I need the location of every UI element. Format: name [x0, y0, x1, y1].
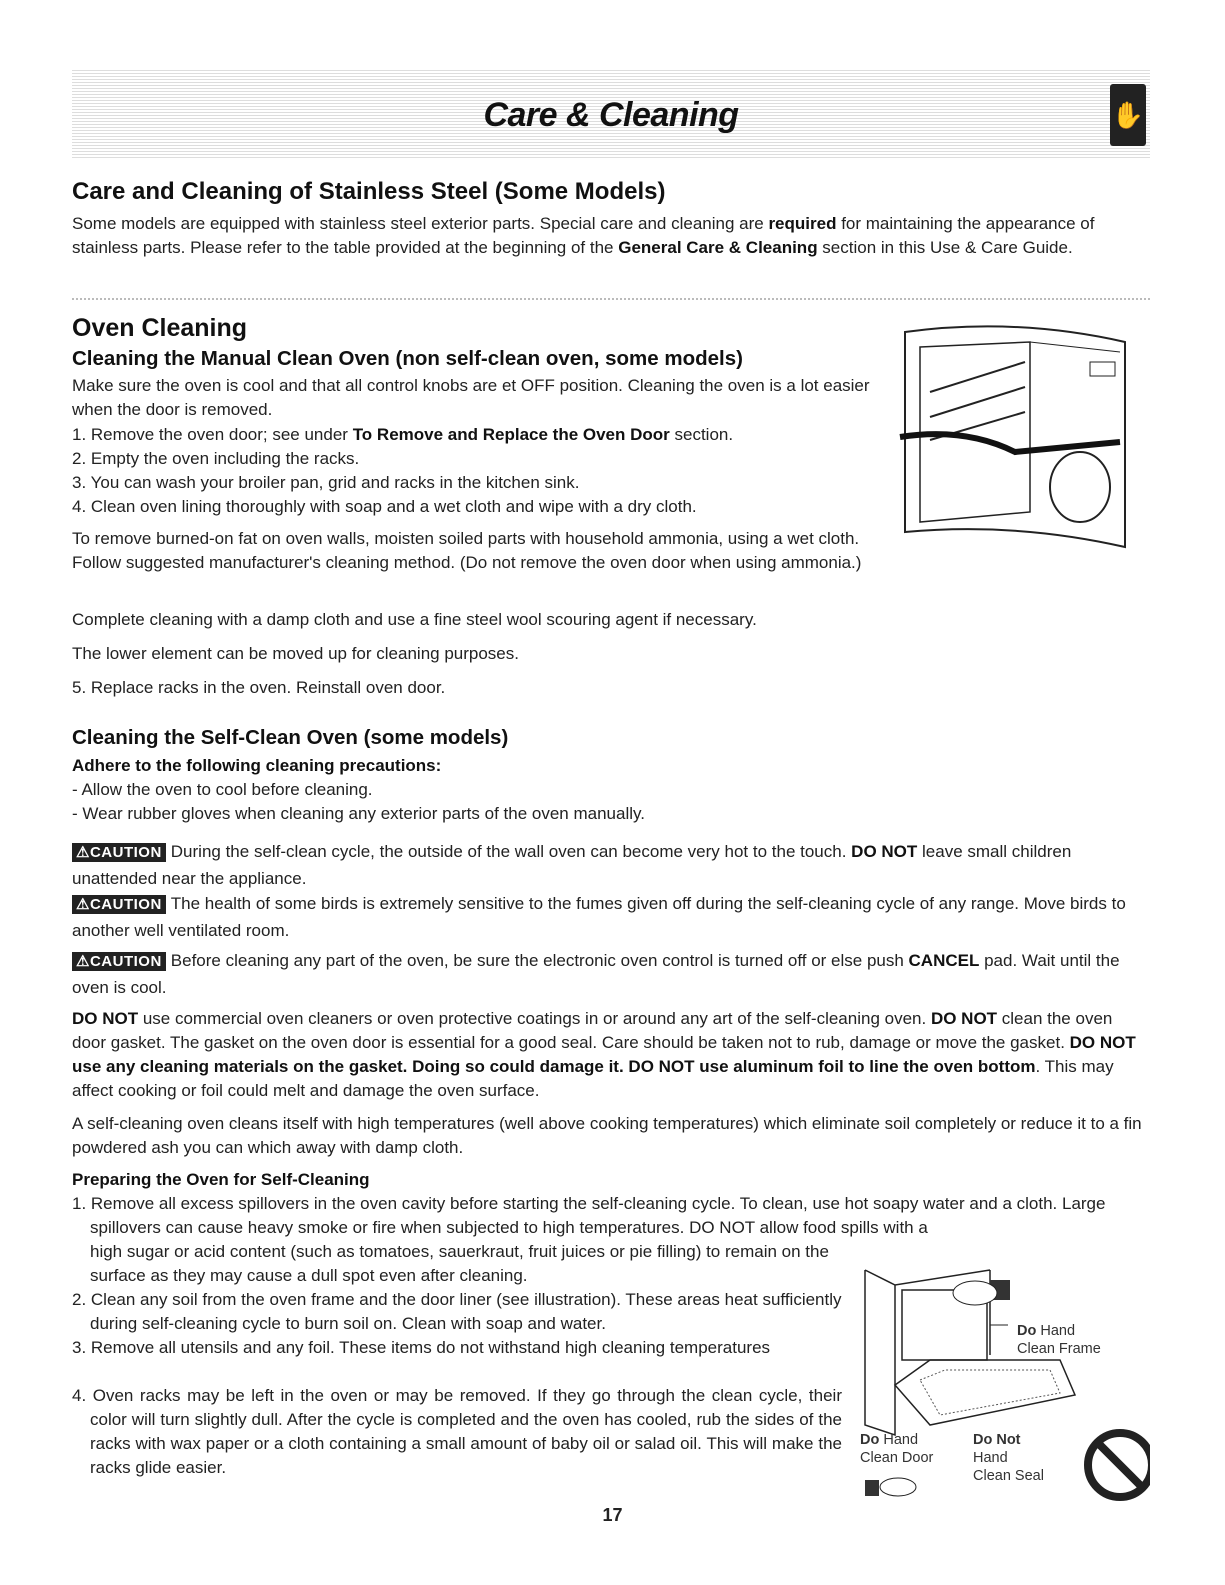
label-do-hand-clean-frame: Do Hand Clean Frame	[1017, 1323, 1101, 1357]
self-clean-paragraph	[72, 1112, 1150, 1160]
label-do-hand-clean-door: Do Hand Clean Door	[860, 1432, 934, 1466]
text-segment: The lower element can be moved up for cleaning purposes.	[72, 644, 519, 663]
text-segment: 5. Replace racks in the oven. Reinstall oven door.	[72, 678, 446, 697]
label-do-not-hand-clean-seal: Do Not Hand Clean Seal	[973, 1432, 1044, 1484]
text-segment: Make sure the oven is cool and that all control knobs are et OFF position. Cleaning the oven is a lot easier when the door is removed.	[72, 376, 870, 419]
text-segment: 2. Empty the oven including the racks.	[72, 449, 360, 468]
step-4	[72, 495, 877, 519]
prep-step-2	[72, 1288, 842, 1336]
text-segment: 1. Remove the oven door; see under	[72, 425, 353, 444]
stainless-heading: Care and Cleaning of Stainless Steel (Some Models)	[72, 178, 666, 205]
manual-steps	[72, 423, 877, 519]
section-title: Care & Cleaning	[483, 96, 739, 134]
bold-text: General Care & Cleaning	[618, 238, 818, 257]
bold-text: CANCEL	[908, 951, 980, 970]
text-segment: The health of some birds is extremely sensitive to the fumes given off during the self-cleaning cycle of any range. Move birds to another well ventilated room.	[72, 894, 1126, 940]
text-segment: To remove burned-on fat on oven walls, moisten soiled parts with household ammonia, using a wet cloth. Follow suggested manufacturer's cleaning method. (Do not remove the oven door when using ammonia.)	[72, 529, 862, 572]
oven-cleaning-heading: Oven Cleaning	[72, 314, 248, 342]
caution-2	[72, 890, 1150, 944]
text-segment: 4. Oven racks may be left in the oven or may be removed. If they go through the clean cycle, their color will turn slightly dull. After the cycle is completed and the oven has cooled, rub the sides of the racks with wax paper or a cloth containing a small amount of baby oil or salad oil. This will make the racks glide easier.	[72, 1386, 842, 1477]
prep-step-4	[72, 1384, 842, 1480]
text-segment: leave small children unattended near the appliance.	[72, 842, 1072, 888]
text-segment: 3. You can wash your broiler pan, grid and racks in the kitchen sink.	[72, 473, 580, 492]
step-3	[72, 471, 877, 495]
do-not-paragraph	[72, 1007, 1150, 1103]
text-segment: Some models are equipped with stainless steel exterior parts. Special care and cleaning are	[72, 214, 769, 233]
bold-text: DO NOT use any cleaning materials on the gasket. Doing so could damage it. DO NOT use aluminum foil to line the oven bottom	[72, 1033, 1136, 1076]
preparing-heading: Preparing the Oven for Self-Cleaning	[72, 1170, 370, 1189]
caution-1-text	[72, 842, 1071, 888]
prep-step-3	[72, 1336, 842, 1360]
text-segment: section.	[669, 425, 734, 444]
text-segment: Complete cleaning with a damp cloth and use a fine steel wool scouring agent if necessary.	[72, 610, 757, 629]
bold-text: DO NOT	[72, 1009, 139, 1028]
text-segment: A self-cleaning oven cleans itself with high temperatures (well above cooking temperatures) which eliminate soil completely or reduce it to a fin powdered ash you can which away with damp cloth.	[72, 1114, 1142, 1157]
precaution-2: - Wear rubber gloves when cleaning any exterior parts of the oven manually.	[72, 804, 645, 823]
caution-3-text	[72, 951, 1120, 997]
prep-step-1-cont	[72, 1240, 832, 1288]
precautions-heading: Adhere to the following cleaning precautions:	[72, 756, 442, 775]
bold-text: DO NOT	[851, 842, 918, 861]
self-clean-heading: Cleaning the Self-Clean Oven (some models)	[72, 726, 509, 749]
text-segment: Before cleaning any part of the oven, be sure the electronic oven control is turned off or else push	[170, 951, 909, 970]
text-segment: section in this Use & Care Guide.	[817, 238, 1073, 257]
step-1	[72, 423, 877, 447]
step-2	[72, 447, 877, 471]
text-segment: 1. Remove all excess spillovers in the oven cavity before starting the self-cleaning cycle. To clean, use hot soapy water and a cloth. Large spillovers can cause heavy smoke or fire when subjected to high temperatures. DO NOT allow food spills with a	[72, 1194, 1106, 1237]
caution-1	[72, 838, 1150, 892]
stainless-paragraph	[72, 212, 1150, 260]
caution-2-text	[72, 894, 1126, 940]
precaution-1: - Allow the oven to cool before cleaning.	[72, 780, 373, 799]
section-banner	[72, 70, 1150, 160]
oven-interior-illustration	[895, 322, 1135, 552]
divider	[72, 298, 1150, 300]
text-segment: 2. Clean any soil from the oven frame and the door liner (see illustration). These areas heat sufficiently during self-cleaning cycle to burn soil on. Clean with soap and water.	[72, 1290, 842, 1333]
text-segment: pad. Wait until the oven is cool.	[72, 951, 1120, 997]
caution-badge: ⚠CAUTION	[72, 843, 166, 862]
manual-clean-heading: Cleaning the Manual Clean Oven (non self-clean oven, some models)	[72, 347, 743, 370]
text-segment: 4. Clean oven lining thoroughly with soap and a wet cloth and wipe with a dry cloth.	[72, 497, 697, 516]
caution-badge: ⚠CAUTION	[72, 895, 166, 914]
step-5	[72, 676, 877, 700]
manual-intro	[72, 374, 877, 422]
text-segment: use commercial oven cleaners or oven protective coatings in or around any art of the self-cleaning oven.	[138, 1009, 931, 1028]
text-segment: clean the oven door gasket. The gasket on the oven door is essential for a good seal. Care should be taken not to rub, damage or move the gasket.	[72, 1009, 1113, 1052]
text-segment: 3. Remove all utensils and any foil. These items do not withstand high cleaning temperatures	[72, 1338, 771, 1357]
complete-paragraph	[72, 608, 877, 632]
page-number: 17	[602, 1505, 623, 1525]
caution-badge: ⚠CAUTION	[72, 952, 166, 971]
bold-text: required	[768, 214, 837, 233]
lower-element-paragraph	[72, 642, 877, 666]
text-segment: for maintaining the appearance of stainless parts. Please refer to the table provided at the beginning of the	[72, 214, 1095, 257]
hand-cleaning-icon: ✋	[1110, 84, 1146, 146]
prep-step-1	[72, 1192, 1150, 1240]
burned-on-paragraph	[72, 527, 877, 575]
text-segment: . This may affect cooking or foil could melt and damage the oven surface.	[72, 1057, 1114, 1100]
text-segment: During the self-clean cycle, the outside of the wall oven can become very hot to the touch.	[170, 842, 852, 861]
caution-3	[72, 947, 1150, 1001]
bold-text: DO NOT	[930, 1009, 998, 1028]
bold-text: To Remove and Replace the Oven Door	[352, 425, 670, 444]
text-segment: high sugar or acid content (such as tomatoes, sauerkraut, fruit juices or pie filling) to remain on the surface as they may cause a dull spot even after cleaning.	[90, 1242, 829, 1285]
